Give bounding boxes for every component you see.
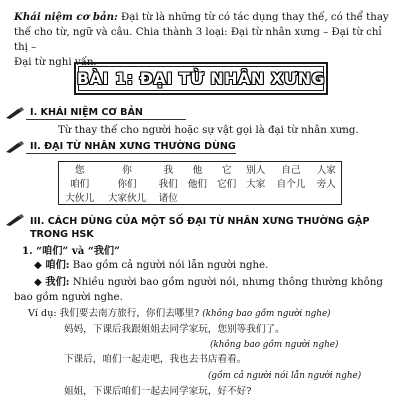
table-row bbox=[59, 190, 342, 205]
table-cell: 您 bbox=[74, 165, 85, 176]
table-cell bbox=[212, 190, 241, 205]
section-3-title-line-1: III. CÁCH DÙNG CỦA MỘT SỐ ĐẠI TỪ NHÂN XƯNG THƯỜNG GẶP bbox=[30, 216, 370, 227]
example-label: Ví dụ: bbox=[28, 308, 57, 319]
table-cell: 它 bbox=[221, 165, 232, 176]
example-1-text: 我们要去南方旅行，你们去哪里? bbox=[56, 308, 200, 319]
section-1-heading bbox=[4, 106, 396, 122]
bullet-1-term: ◆ 咱们: bbox=[34, 259, 70, 271]
intro-term: Khái niệm cơ bản: bbox=[14, 11, 118, 23]
pen-icon bbox=[4, 213, 26, 227]
table-cell bbox=[270, 190, 311, 205]
example-3-note: (gồm cả người nói lẫn người nghe) bbox=[208, 371, 362, 381]
section-1-title: I. KHÁI NIỆM CƠ BẢN bbox=[30, 107, 143, 118]
pen-icon bbox=[4, 106, 26, 120]
bullet-2-text-1: Nhiều người bao gồm người nói, nhưng thông thường không bbox=[69, 277, 383, 288]
example-4: 姐姐，下课后咱们一起去同学家玩，好不好? bbox=[64, 386, 252, 397]
table-cell: 他们 bbox=[187, 179, 208, 190]
section-2-heading bbox=[4, 140, 396, 156]
table-cell bbox=[241, 190, 270, 205]
lesson-title: BÀI 1: ĐẠI TỪ NHÂN XƯNG bbox=[76, 69, 326, 88]
section-1-text: Từ thay thế cho người hoặc sự vật gọi là đại từ nhân xưng. bbox=[58, 125, 359, 136]
pronoun-table bbox=[58, 161, 342, 205]
table-cell: 旁人 bbox=[316, 179, 336, 190]
table-cell: 大家 bbox=[246, 179, 266, 190]
example-3: 下课后，咱们一起走吧，我也去书店看看。 bbox=[64, 354, 247, 365]
table-cell: 诸位 bbox=[158, 193, 178, 204]
intro-paragraph bbox=[14, 10, 390, 70]
intro-line-1: Đại từ là những từ có tác dụng thay thế, có thể thay bbox=[117, 12, 389, 23]
lesson-title-banner bbox=[74, 62, 328, 95]
section-2-rule bbox=[26, 153, 236, 154]
pen-icon bbox=[4, 140, 26, 154]
bullet-1 bbox=[34, 258, 268, 273]
section-3-title bbox=[30, 215, 390, 241]
bullet-2-term: ◆ 我们: bbox=[34, 276, 70, 288]
section-3-title-line-2: TRONG HSK bbox=[30, 229, 94, 240]
table-cell: 人家 bbox=[316, 165, 336, 176]
example-1 bbox=[28, 306, 331, 322]
intro-line-2: thế cho từ, ngữ và câu. Chia thành 3 loại: Đại từ nhân xưng – Đại từ chỉ thị – bbox=[14, 27, 382, 53]
table-cell: 别人 bbox=[246, 165, 266, 176]
example-1-note: (không bao gồm người nghe) bbox=[202, 309, 331, 319]
bullet-2 bbox=[34, 275, 383, 290]
table-cell: 自个儿 bbox=[276, 179, 306, 190]
table-cell: 自己 bbox=[281, 165, 301, 176]
table-cell: 我 bbox=[163, 165, 174, 176]
table-cell bbox=[312, 190, 342, 205]
intro-line-3: Đại từ nghi vấn. bbox=[14, 57, 97, 68]
section-1-rule bbox=[26, 119, 186, 120]
table-cell: 大家伙儿 bbox=[107, 193, 147, 204]
table-cell: 你们 bbox=[117, 179, 137, 190]
table-cell: 我们 bbox=[158, 179, 178, 190]
example-2-note: (không bao gồm người nghe) bbox=[210, 340, 339, 350]
table-cell bbox=[183, 190, 212, 205]
bullet-1-text: Bao gồm cả người nói lẫn người nghe. bbox=[69, 260, 269, 271]
table-cell: 你 bbox=[122, 165, 132, 176]
table-row bbox=[59, 162, 342, 177]
example-2: 妈妈，下课后我跟姐姐去同学家玩，您别等我们了。 bbox=[64, 324, 285, 335]
section-2-title: II. ĐẠI TỪ NHÂN XƯNG THƯỜNG DÙNG bbox=[30, 141, 236, 152]
usage-heading: 1. “咱们” và “我们” bbox=[22, 245, 120, 257]
bullet-2-text-2: bao gồm người nghe. bbox=[14, 292, 123, 303]
table-cell: 大伙儿 bbox=[65, 193, 95, 204]
table-cell: 他 bbox=[192, 165, 203, 176]
table-row bbox=[59, 176, 342, 190]
table-cell: 咱们 bbox=[70, 179, 90, 190]
table-cell: 它们 bbox=[217, 179, 237, 190]
